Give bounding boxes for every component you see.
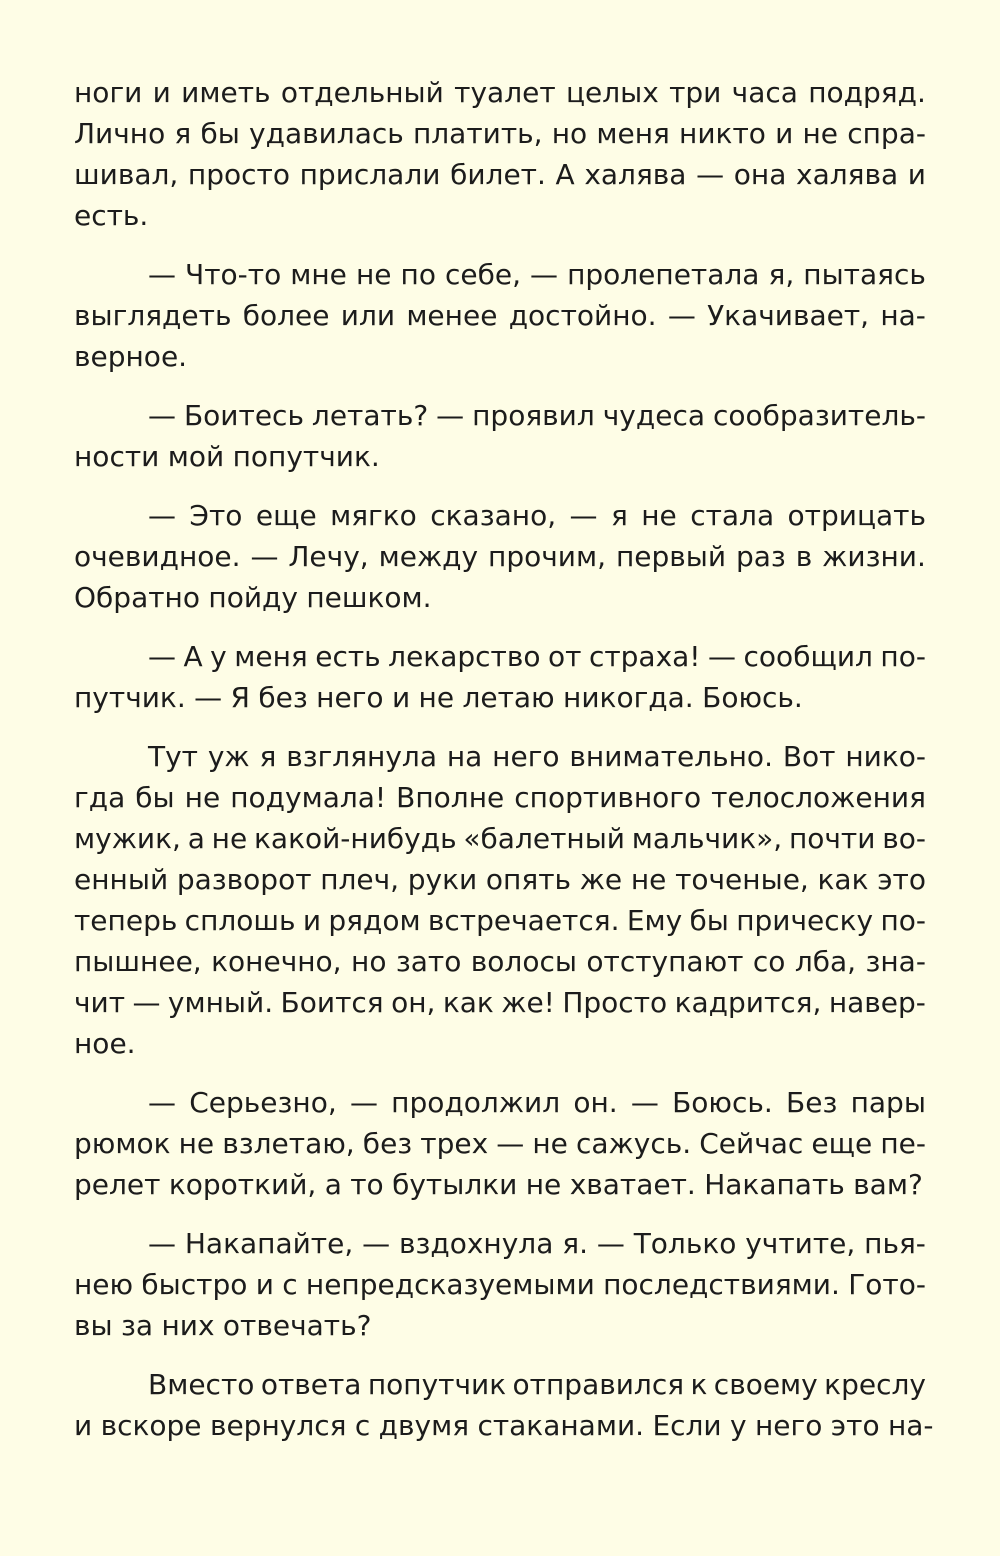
word: первый [615,540,727,573]
word: попутчик. [232,440,380,473]
paragraph [74,1082,926,1205]
word: сообщил [743,640,873,673]
word: Сейчас [699,1127,804,1160]
word: — [530,258,559,291]
word: и [907,158,926,191]
text-line [74,1405,934,1446]
word: быстро [141,1268,248,1301]
word: раз [735,540,786,573]
word: никто [679,117,766,150]
word: Лично [74,117,166,150]
text-line [74,72,926,113]
text-line [74,295,926,336]
word: путчик. [74,681,186,714]
word: Без [786,1086,838,1119]
word: рюмок [74,1127,171,1160]
word: я [174,117,192,150]
word: Что-то [185,258,282,291]
word: не [641,499,677,532]
word: пары [850,1086,926,1119]
word: у [730,1409,747,1442]
word: это [877,863,926,896]
word: Если [652,1409,722,1442]
word: Боится [280,986,384,1019]
word: как [442,986,494,1019]
word: двумя [378,1409,470,1442]
word: я [259,740,277,773]
word: а [324,1168,342,1201]
word: чудеса [602,399,706,432]
word: умный. [167,986,274,1019]
word: — [148,1227,176,1260]
word: встречается. [427,904,620,937]
word: или [340,299,396,332]
word: проявил [472,399,595,432]
text-line [74,336,926,377]
word: во- [882,822,926,855]
word: по- [880,640,926,673]
word: — [148,258,176,291]
word: без [258,681,308,714]
word: Это [189,499,243,532]
word: — [148,499,176,532]
text-line [74,154,926,195]
word: стала [690,499,775,532]
word: А [183,640,203,673]
word: верное. [74,340,188,373]
text-line [74,254,926,295]
word: он. [573,1086,618,1119]
word: Ему [626,904,683,937]
word: страха! [588,640,701,673]
word: со [752,945,786,978]
paragraph [74,736,926,1064]
word: А [555,158,575,191]
text-line [74,1264,926,1305]
text-line [74,900,926,941]
word: — [148,640,176,673]
word: ноги [74,76,143,109]
word: туалет [454,76,556,109]
word: не [532,1127,568,1160]
text-line [74,982,926,1023]
text-line [74,395,926,436]
word: пролепетала [567,258,760,291]
word: — [132,986,161,1019]
word: меня [234,640,308,673]
word: не [184,781,221,814]
word: часа [731,76,798,109]
word: целых [565,76,659,109]
word: «балетный [463,822,626,855]
word: летаю [462,681,555,714]
word: у [210,640,227,673]
word: пойду [208,581,298,614]
word: чит [74,986,126,1019]
word: прическу [736,904,874,937]
word: короткий, [168,1168,317,1201]
word: не [525,1168,562,1201]
word: пытаясь [803,258,926,291]
word: меня [596,117,670,150]
word: от [547,640,582,673]
word: Тут [148,740,198,773]
word: — [148,399,176,432]
word: по [400,258,436,291]
word: ответа [260,1368,362,1401]
word: него [316,681,384,714]
word: трех [420,1127,489,1160]
word: пья- [864,1227,926,1260]
word: какой-нибудь [254,822,457,855]
word: спортивного [514,781,702,814]
word: — [148,1086,176,1119]
word: он, [391,986,436,1019]
word: пешком. [306,581,432,614]
word: ное. [74,1027,136,1060]
word: я. [562,1227,588,1260]
word: не [211,822,248,855]
word: и [775,117,794,150]
word: шивал, [74,158,179,191]
word: к [690,1368,708,1401]
paragraph [74,72,926,236]
word: теперь [74,904,178,937]
text-line [74,1364,926,1405]
word: релет [74,1168,161,1201]
text-line [74,1082,926,1123]
word: стаканами. [477,1409,645,1442]
text-line [74,195,926,236]
word: мальчик», [631,822,783,855]
word: конечно, [211,945,342,978]
word: — [436,399,465,432]
text-line [74,113,926,154]
word: за [121,1309,154,1342]
word: почти [788,822,876,855]
text-line [74,859,926,900]
word: мягко [330,499,417,532]
text-line [74,677,926,718]
word: Серьезно, [189,1086,337,1119]
word: я, [768,258,795,291]
word: удавилась [249,117,404,150]
word: Обратно [74,581,200,614]
word: подряд. [808,76,926,109]
word: него [492,740,560,773]
word: еще [255,499,317,532]
word: с [354,1409,371,1442]
word: мой [167,440,225,473]
word: жизни. [822,540,926,573]
word: билет. [450,158,546,191]
text-line [74,577,926,618]
word: — [667,299,696,332]
word: Вполне [396,781,505,814]
word: халява [584,158,687,191]
word: пышнее, [74,945,202,978]
word: и [74,1409,93,1442]
text-line [74,736,926,777]
word: это [830,1409,880,1442]
word: внимательно. [569,740,773,773]
word: же [579,863,623,896]
text-line [74,436,926,477]
word: три [669,76,722,109]
word: летать? [311,399,429,432]
word: Лечу, [288,540,369,573]
text-line [74,1223,926,1264]
word: себе, [444,258,521,291]
text-line [74,1164,926,1205]
word: с [282,1268,298,1301]
paragraph [74,254,926,377]
word: Боитесь [183,399,304,432]
word: прочим, [488,540,607,573]
word: не [802,117,839,150]
word: и [302,904,322,937]
word: Укачивает, [707,299,870,332]
word: нею [74,1268,134,1301]
text-line [74,636,926,677]
word: в [795,540,813,573]
word: плеч, [320,863,400,896]
word: сказано, [430,499,557,532]
word: не [178,1127,215,1160]
word: рядом [328,904,421,937]
word: очевидное. [74,540,241,573]
word: а [187,822,205,855]
word: навер- [828,986,926,1019]
word: — [250,540,279,573]
word: но [351,945,387,978]
word: руки [407,863,478,896]
paragraph [74,1364,934,1446]
word: отправился [512,1368,685,1401]
text-line [74,1023,926,1064]
word: более [242,299,330,332]
word: попутчик [367,1368,507,1401]
paragraph [74,395,926,477]
word: сажусь. [576,1127,692,1160]
word: — [496,1127,525,1160]
word: взлетаю, [222,1127,355,1160]
word: не [630,863,667,896]
word: лба, [794,945,857,978]
word: же! [501,986,555,1019]
word: уж [207,740,250,773]
paragraph [74,495,926,618]
word: и [255,1268,274,1301]
text-line [74,941,926,982]
word: бутылки [392,1168,518,1201]
word: просто [187,158,290,191]
word: енный [74,863,169,896]
word: точеные, [675,863,809,896]
word: Только [633,1227,737,1260]
word: на- [880,299,926,332]
word: — [708,640,737,673]
word: разворот [176,863,312,896]
word: и [391,681,411,714]
text-line [74,1123,926,1164]
word: Боюсь. [672,1086,773,1119]
word: есть [315,640,381,673]
word: отвечать? [222,1309,372,1342]
word: вернулся [209,1409,347,1442]
word: Я [230,681,250,714]
word: никогда. [563,681,694,714]
word: волосы [470,945,577,978]
word: не [418,681,455,714]
word: как [817,863,869,896]
word: — [569,499,598,532]
word: бы [689,904,729,937]
word: есть. [74,199,149,232]
word: но [551,117,588,150]
word: спра- [847,117,926,150]
word: прислали [299,158,441,191]
word: без [362,1127,413,1160]
word: халява [796,158,899,191]
paragraph [74,636,926,718]
word: Просто [562,986,668,1019]
word: сообразитель- [712,399,926,432]
word: гда [74,781,126,814]
word: пе- [880,1127,926,1160]
word: непредсказуемыми [305,1268,595,1301]
word: еще [811,1127,873,1160]
word: — [362,1227,391,1260]
word: зато [395,945,462,978]
word: вскоре [100,1409,202,1442]
word: вам? [853,1168,923,1201]
word: отдельный [280,76,444,109]
word: своему [713,1368,818,1401]
word: то [350,1168,384,1201]
word: — [194,681,223,714]
word: она [733,158,787,191]
word: мне [290,258,347,291]
word: отрицать [787,499,926,532]
word: бы [135,781,175,814]
word: кадрится, [674,986,822,1019]
word: учтите, [745,1227,856,1260]
word: опять [485,863,571,896]
word: мужик, [74,822,181,855]
text-line [74,495,926,536]
word: лекарство [388,640,541,673]
word: достойно. [508,299,657,332]
text-line [74,777,926,818]
word: Вот [782,740,836,773]
word: по- [880,904,926,937]
text-line [74,818,926,859]
word: на- [887,1409,934,1442]
word: платить, [412,117,543,150]
word: я [610,499,628,532]
word: Вместо [148,1368,255,1401]
word: — [596,1227,625,1260]
word: — [630,1086,659,1119]
word: креслу [824,1368,926,1401]
word: — [349,1086,378,1119]
word: сплошь [184,904,296,937]
word: хватает. [569,1168,696,1201]
word: отступают [586,945,744,978]
word: них [161,1309,215,1342]
word: выглядеть [74,299,232,332]
word: не [355,258,392,291]
word: телосложения [711,781,926,814]
word: вы [74,1309,113,1342]
paragraph [74,1223,926,1346]
word: Гото- [848,1268,926,1301]
word: — [696,158,725,191]
word: Боюсь. [702,681,803,714]
word: Накапайте, [184,1227,354,1260]
word: и [152,76,171,109]
word: последствиями. [603,1268,840,1301]
word: на [446,740,483,773]
word: между [378,540,479,573]
text-line [74,1305,926,1346]
word: Накапать [704,1168,845,1201]
word: подумала! [230,781,387,814]
word: взглянула [286,740,437,773]
text-line [74,536,926,577]
word: бы [200,117,240,150]
word: нико- [845,740,926,773]
word: иметь [181,76,271,109]
word: ности [74,440,160,473]
word: менее [406,299,498,332]
word: вздохнула [398,1227,554,1260]
word: продолжил [391,1086,561,1119]
word: него [755,1409,823,1442]
word: зна- [865,945,926,978]
